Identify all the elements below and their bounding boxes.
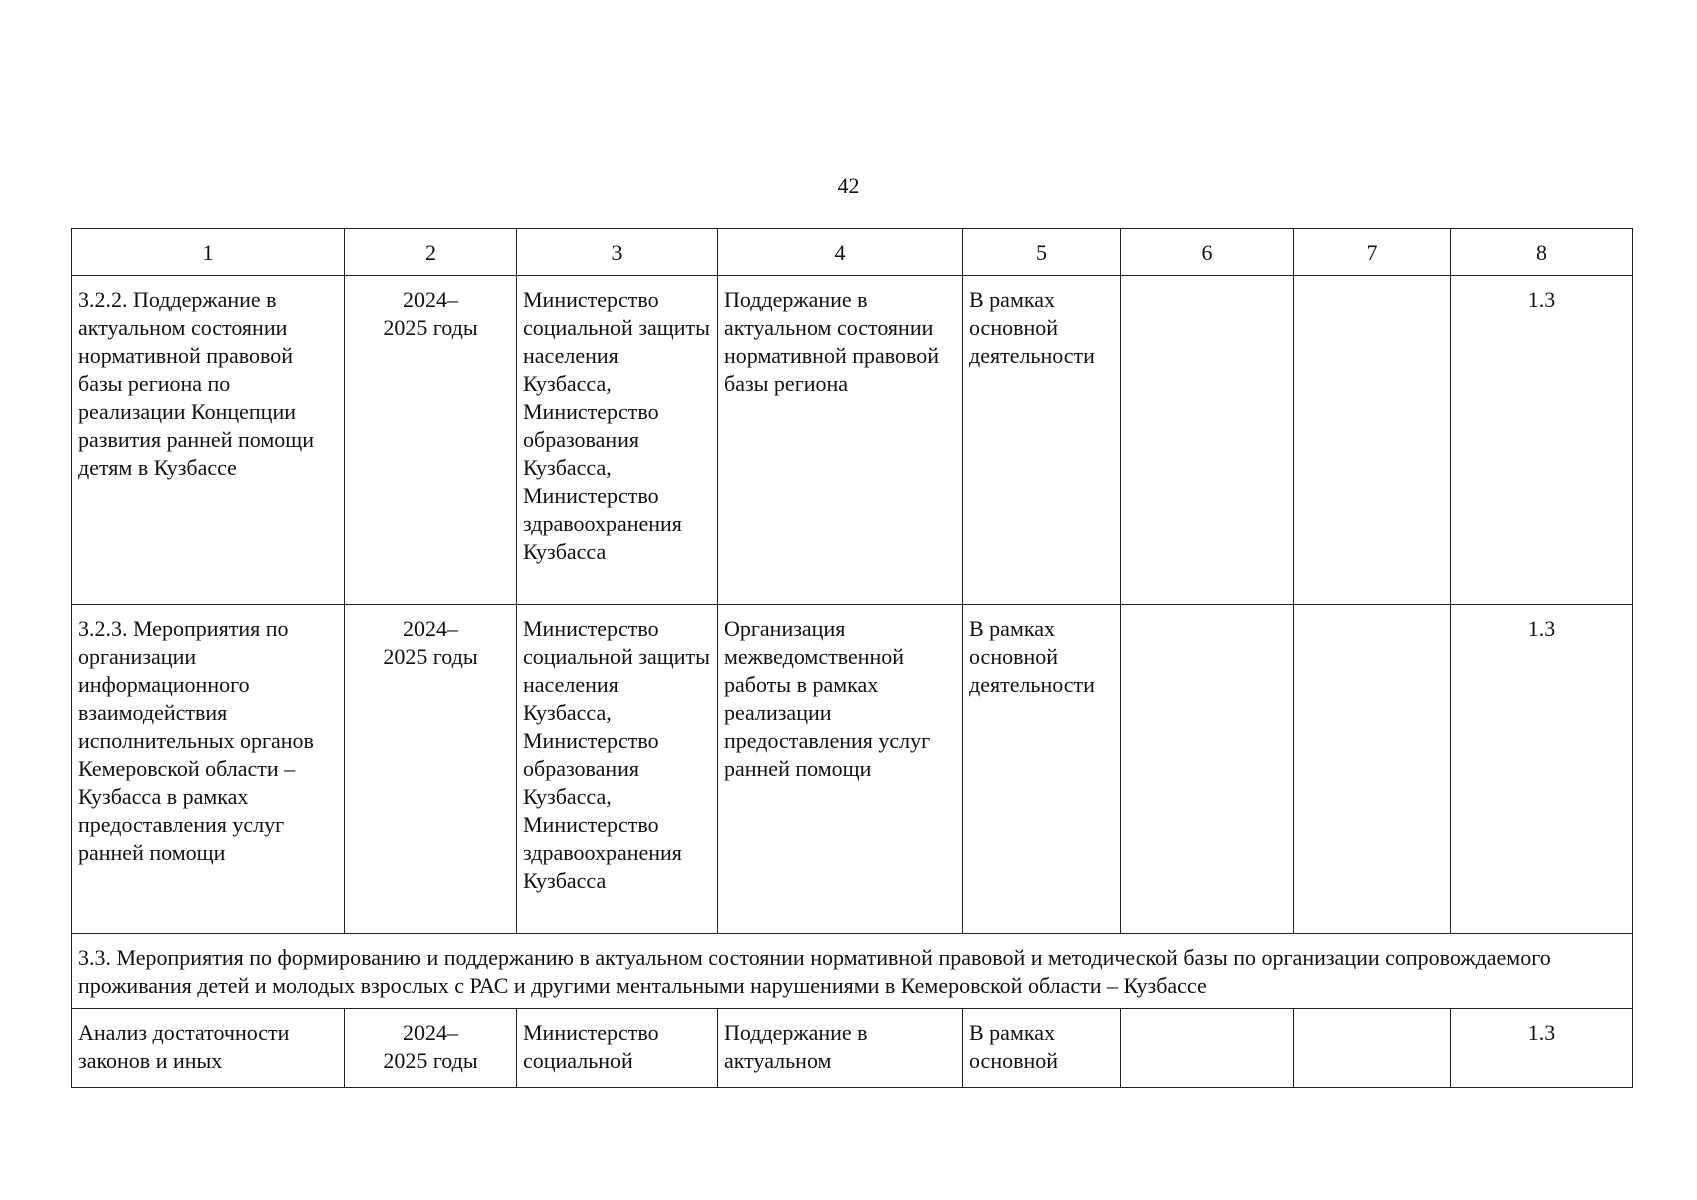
empty-cell bbox=[1294, 1009, 1451, 1088]
empty-cell bbox=[1121, 605, 1294, 934]
funding-cell: В рамках основной bbox=[963, 1009, 1121, 1088]
column-header: 5 bbox=[963, 229, 1121, 276]
period-cell: 2024– 2025 годы bbox=[345, 276, 517, 605]
funding-cell: В рамках основной деятельности bbox=[963, 605, 1121, 934]
section-heading: 3.3. Мероприятия по формированию и поддержанию в актуальном состоянии нормативной правовой и методической базы по организации сопровождаемого проживания детей и молодых взрослых с РАС и другими ментальными нарушениями в Кемеровской области – Кузбассе bbox=[72, 934, 1633, 1009]
plan-table bbox=[71, 228, 1633, 1088]
empty-cell bbox=[1121, 276, 1294, 605]
indicator-cell: 1.3 bbox=[1451, 605, 1633, 934]
empty-cell bbox=[1294, 276, 1451, 605]
page-number: 42 bbox=[837, 173, 860, 198]
activity-cell: 3.2.2. Поддержание в актуальном состоянии нормативной правовой базы региона по реализации Концепции развития ранней помощи детям в Кузбассе bbox=[72, 276, 345, 605]
indicator-cell: 1.3 bbox=[1451, 1009, 1633, 1088]
activity-cell: 3.2.3. Мероприятия по организации информационного взаимодействия исполнительных органов Кемеровской области – Кузбасса в рамках предоставления услуг ранней помощи bbox=[72, 605, 345, 934]
responsible-cell: Министерство социальной защиты населения Кузбасса, Министерство образования Кузбасса, Министерство здравоохранения Кузбасса bbox=[517, 276, 718, 605]
section-row bbox=[72, 934, 1633, 1009]
column-header: 4 bbox=[718, 229, 963, 276]
column-header: 8 bbox=[1451, 229, 1633, 276]
column-header: 1 bbox=[72, 229, 345, 276]
funding-cell: В рамках основной деятельности bbox=[963, 276, 1121, 605]
empty-cell bbox=[1294, 605, 1451, 934]
result-cell: Организация межведомственной работы в рамках реализации предоставления услуг ранней помощи bbox=[718, 605, 963, 934]
activity-cell: Анализ достаточности законов и иных bbox=[72, 1009, 345, 1088]
empty-cell bbox=[1121, 1009, 1294, 1088]
table-row bbox=[72, 1009, 1633, 1088]
column-header: 3 bbox=[517, 229, 718, 276]
table-header-row bbox=[72, 229, 1633, 276]
result-cell: Поддержание в актуальном bbox=[718, 1009, 963, 1088]
column-header: 6 bbox=[1121, 229, 1294, 276]
responsible-cell: Министерство социальной bbox=[517, 1009, 718, 1088]
table-row bbox=[72, 605, 1633, 934]
column-header: 2 bbox=[345, 229, 517, 276]
column-header: 7 bbox=[1294, 229, 1451, 276]
table-row bbox=[72, 276, 1633, 605]
indicator-cell: 1.3 bbox=[1451, 276, 1633, 605]
period-cell: 2024– 2025 годы bbox=[345, 605, 517, 934]
period-cell: 2024– 2025 годы bbox=[345, 1009, 517, 1088]
responsible-cell: Министерство социальной защиты населения Кузбасса, Министерство образования Кузбасса, Министерство здравоохранения Кузбасса bbox=[517, 605, 718, 934]
result-cell: Поддержание в актуальном состоянии нормативной правовой базы региона bbox=[718, 276, 963, 605]
